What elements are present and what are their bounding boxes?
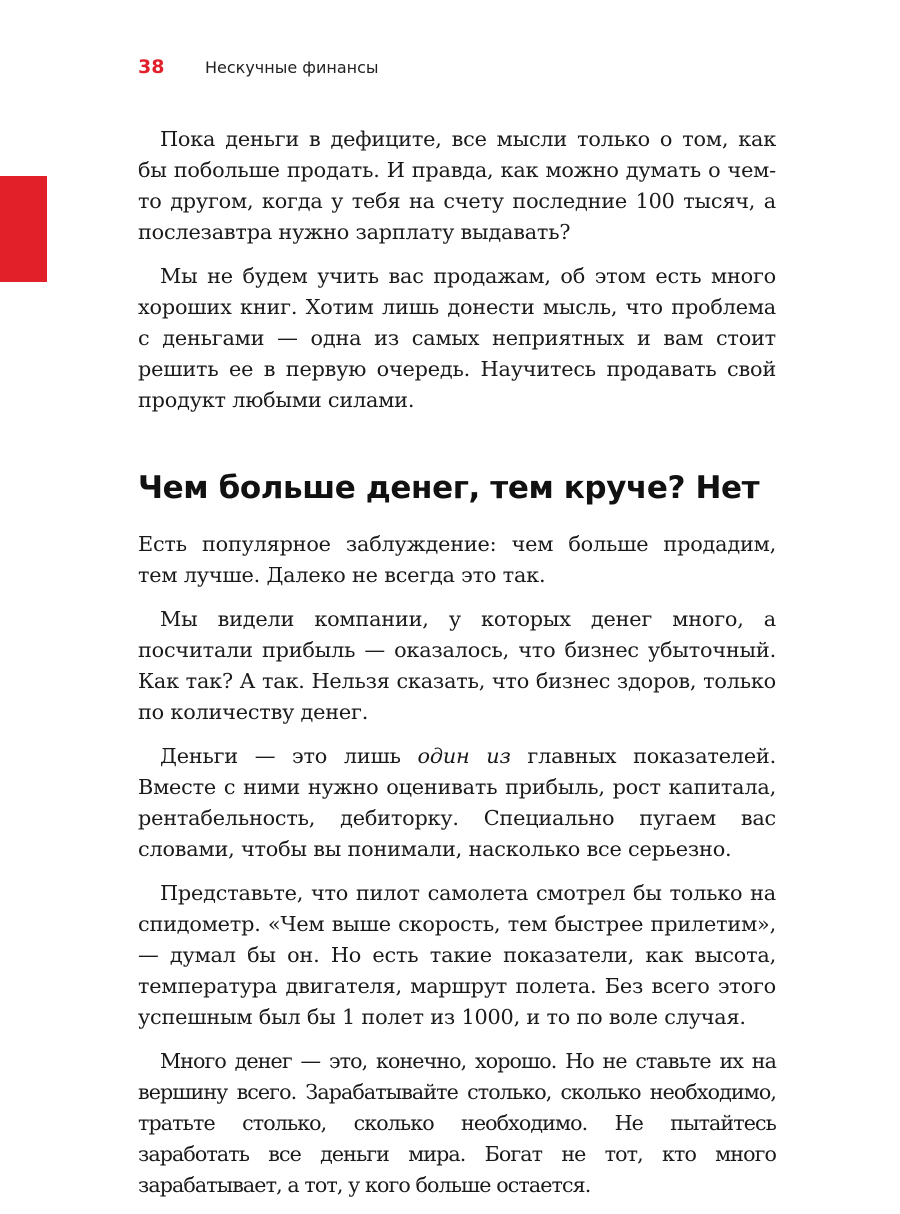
paragraph: Представьте, что пилот самолета смотрел бы только на спидометр. «Чем выше скорость, тем быстрее прилетим», — думал бы он. Но есть такие показатели, как высота, температура двигателя, маршрут полета. Без всего этого успешным был бы 1 полет из 1000, и то по воле случая. (138, 881, 776, 1029)
page-number: 38 (138, 56, 165, 78)
section-heading: Чем больше денег, тем круче? Нет (138, 470, 760, 506)
paragraph: Мы видели компании, у которых денег много, а посчитали прибыль — оказалось, что бизнес убыточный. Как так? А так. Нельзя сказать, что бизнес здоров, только по количеству денег. (138, 607, 776, 724)
paragraph: Пока деньги в дефиците, все мысли только о том, как бы побольше продать. И правда, как можно думать о чем-то другом, когда у тебя на счету последние 100 тысяч, а послезавтра нужно зарплату выдавать? (138, 127, 776, 244)
paragraph: Есть популярное заблуждение: чем больше продадим, тем лучше. Далеко не всегда это так. (138, 532, 776, 587)
running-head (138, 56, 379, 78)
chapter-marker-tab (0, 176, 47, 282)
page-body (138, 124, 776, 1214)
paragraph: Мы не будем учить вас продажам, об этом есть много хороших книг. Хотим лишь донести мысль, что проблема с деньгами — одна из самых неприятных и вам стоит решить ее в первую очередь. Научитесь продавать свой продукт любыми силами. (138, 264, 776, 412)
emphasis-text: один из (417, 744, 511, 768)
paragraph-text: Деньги — это лишь (160, 744, 418, 768)
book-title: Нескучные финансы (205, 58, 379, 77)
paragraph-text: главных показателей. Вместе с ними нужно оценивать прибыль, рост капитала, рентабельность, дебиторку. Специально пугаем вас словами, чтобы вы понимали, насколько все серьезно. (138, 744, 776, 861)
paragraph (138, 741, 776, 865)
paragraph: Много денег — это, конечно, хорошо. Но не ставьте их на вершину всего. Зарабатывайте столько, сколько необходимо, тратьте столько, сколько необходимо. Не пытайтесь заработать все деньги мира. Богат не тот, кто много зарабатывает, а тот, у кого больше остается. (138, 1049, 776, 1197)
